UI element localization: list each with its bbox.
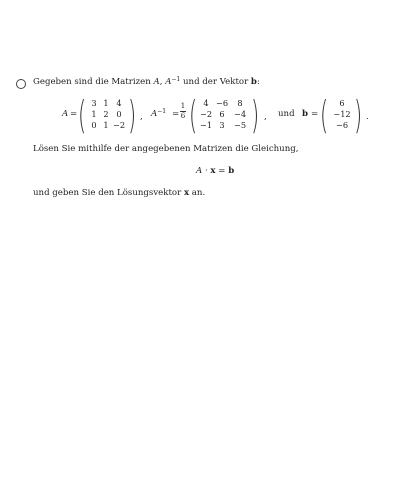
matrix-a-inverse-cell: −5 [233,120,247,130]
fraction-numerator: 1 [180,102,186,110]
fraction-denominator: 6 [180,112,186,120]
matrix-a-inverse-left-paren: ( [189,93,198,137]
matrix-a-label: A [62,109,69,119]
intro-colon: : [256,77,260,87]
intro-matrix-a: A [153,77,160,87]
matrix-a-cell: 0 [91,120,97,130]
equation-equals: = [215,166,229,176]
separator-comma: , [264,112,267,122]
matrix-a-inverse-cell: 3 [219,120,225,130]
vector-b-left-paren: ( [320,93,329,137]
matrix-a-cell: 1 [103,98,109,108]
matrix-a-inverse-cell: −4 [233,109,247,119]
matrix-a-right-paren: ) [128,93,137,137]
intro-comma: , [159,77,163,87]
matrix-a-inverse-cell: 8 [237,98,243,108]
task-intro [33,77,260,87]
inverse-factor-fraction [180,102,186,121]
intro-und-text: und der Vektor [183,77,249,87]
matrix-a-inverse-cell: −2 [199,109,213,119]
vector-b-cell: −12 [333,109,351,119]
matrix-a-cell: 1 [91,109,97,119]
vector-b [332,98,352,131]
vector-b-cell: −6 [335,120,349,130]
matrix-a-inverse-cell: −6 [215,98,229,108]
matrix-a-inverse [199,98,249,131]
matrix-a-inverse-equals: = [172,109,180,119]
matrix-a-cell: 0 [116,109,122,119]
vector-b-cell: 6 [339,98,345,108]
intro-inverse-exponent: −1 [171,76,181,83]
separator-comma: , [140,112,143,122]
matrix-a-cell: 1 [103,120,109,130]
equation-ax-b [196,166,234,176]
und-word: und [278,109,295,119]
outro-end: an. [189,188,206,198]
matrix-a [88,98,126,131]
vector-b-equals: = [311,109,319,119]
matrix-a-left-paren: ( [78,93,87,137]
matrix-a-cell: 4 [116,98,122,108]
equation-dot: · [202,166,211,176]
answer-radio[interactable] [16,79,26,89]
matrix-a-equals: = [70,109,78,119]
outro-vector-x: x [183,188,190,198]
equation-x: x [210,166,216,176]
equation-b: b [228,166,235,176]
matrix-definitions [14,93,394,137]
equation-a: A [196,166,203,176]
solve-instruction: Lösen Sie mithilfe der angegebenen Matrizen die Gleichung, [33,144,299,154]
vector-b-label: b [302,109,309,119]
matrix-a-inverse-right-paren: ) [251,93,260,137]
solution-instruction [33,188,205,198]
matrix-a-inverse-cell: 4 [203,98,209,108]
outro-text: und geben Sie den Lösungsvektor [33,188,182,198]
vector-b-right-paren: ) [354,93,363,137]
intro-vector-b: b [250,77,257,87]
intro-text: Gegeben sind die Matrizen [33,77,151,87]
intro-matrix-a-inverse: A [165,77,172,87]
matrix-a-cell: 3 [91,98,97,108]
matrix-a-cell: 2 [103,109,109,119]
matrix-a-inverse-label: $A^{-1}$ [151,108,167,119]
end-period: . [366,112,369,122]
matrix-a-inverse-cell: −1 [199,120,213,130]
matrix-a-cell: −2 [112,120,126,130]
matrix-a-inverse-cell: 6 [219,109,225,119]
